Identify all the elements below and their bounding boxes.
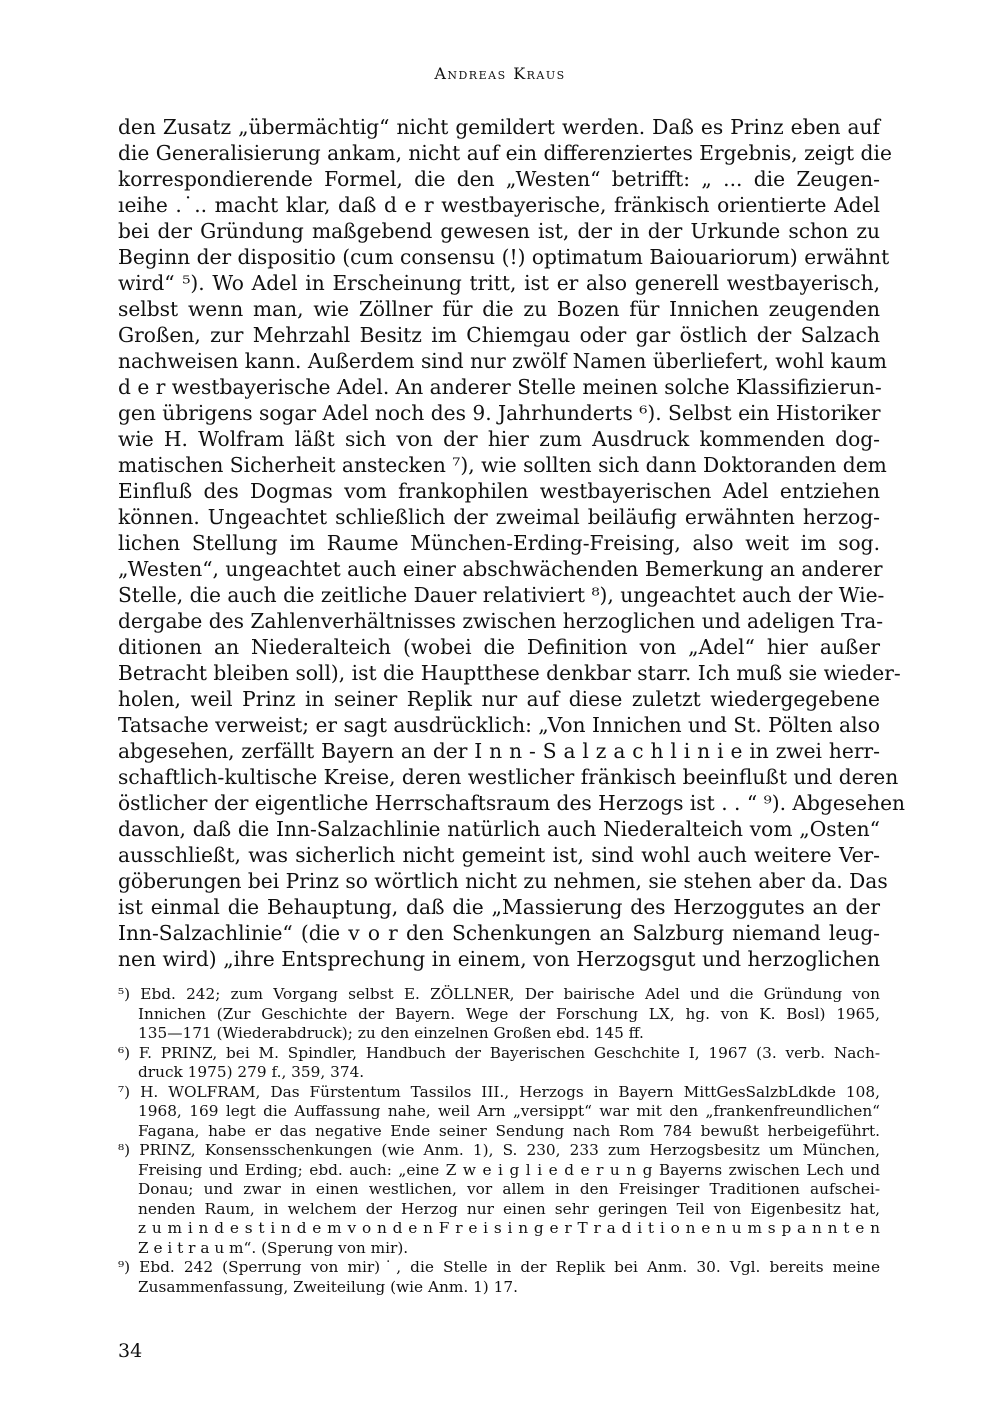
text-line: Inn-Salzachlinie“ (die v o r den Schenkungen an Salzburg niemand leug- (118, 921, 880, 945)
footnote-line: Fagana, habe er das negative Ende seiner Sendung nach Rom 784 bewußt herbeigeführt. (138, 1121, 880, 1140)
footnote-line: Donau; und zwar in einen westlichen, vor allem in den Freisinger Traditionen aufschei- (138, 1180, 880, 1198)
text-line: „Westen“, ungeachtet auch einer abschwächenden Bemerkung an anderer (118, 557, 883, 581)
text-line: ausschließt, was sicherlich nicht gemeint ist, sind wohl auch weitere Ver- (118, 843, 880, 867)
running-header: Andreas Kraus (434, 64, 566, 83)
text-line: Einfluß des Dogmas vom frankophilen westbayerischen Adel entziehen (118, 479, 880, 503)
text-line: abgesehen, zerfällt Bayern an der I n n - S a l z a c h l i n i e in zwei herr- (118, 739, 880, 763)
text-line: den Zusatz „übermächtig“ nicht gemildert werden. Daß es Prinz eben auf (118, 115, 880, 139)
text-line: schaftlich-kultische Kreise, deren westlicher fränkisch beeinflußt und deren (118, 765, 899, 789)
footnote-line: Zusammenfassung, Zweiteilung (wie Anm. 1) 17. (138, 1277, 518, 1296)
text-line: bei der Gründung maßgebend gewesen ist, der in der Urkunde schon zu (118, 219, 880, 243)
text-line: holen, weil Prinz in seiner Replik nur auf diese zuletzt wiedergegebene (118, 687, 880, 711)
text-line: die Generalisierung ankam, nicht auf ein differenziertes Ergebnis, zeigt die (118, 141, 892, 165)
text-line: Tatsache verweist; er sagt ausdrücklich: „Von Innichen und St. Pölten also (118, 713, 881, 737)
text-line: matischen Sicherheit anstecken ⁷), wie sollten sich dann Doktoranden dem (118, 453, 887, 477)
text-line: ıeihe .˙.. macht klar, daß d e r westbayerische, fränkisch orientierte Adel (118, 193, 880, 217)
footnote-line: Innichen (Zur Geschichte der Bayern. Wege der Forschung LX, hg. von K. Bosl) 1965, (138, 1004, 880, 1023)
footnote-line: 135—171 (Wiederabdruck); zu den einzelnen Großen ebd. 145 ff. (138, 1024, 644, 1042)
text-line: nen wird) „ihre Entsprechung in einem, von Herzogsgut und herzoglichen (118, 947, 880, 971)
footnote-line: nenden Raum, in welchem der Herzog nur einen sehr geringen Teil von Eigenbesitz hat, (138, 1199, 880, 1218)
text-line: Beginn der dispositio (cum consensu (!) optimatum Baiouariorum) erwähnt (118, 245, 890, 269)
text-line: korrespondierende Formel, die den „Westen“ betrifft: „ ... die Zeugen- (118, 167, 880, 191)
text-line: können. Ungeachtet schließlich der zweimal beiläufig erwähnten herzog- (118, 505, 880, 529)
text-line: d e r westbayerische Adel. An anderer Stelle meinen solche Klassifizierun- (118, 375, 882, 399)
text-line: nachweisen kann. Außerdem sind nur zwölf Namen überliefert, wohl kaum (118, 349, 887, 373)
text-line: dergabe des Zahlenverhältnisses zwischen herzoglichen und adeligen Tra- (118, 609, 884, 633)
footnote-line: Z e i t r a u m“. (Sperung von mir). (138, 1238, 409, 1257)
footnote-6: ⁶) F. PRINZ, bei M. Spindler, Handbuch der Bayerischen Geschchite I, 1967 (3. verb. Nach- (118, 1043, 880, 1062)
main-text (118, 114, 906, 972)
text-line: davon, daß die Inn-Salzachlinie natürlich auch Niederalteich vom „Osten“ (118, 817, 880, 841)
page-number: 34 (118, 1340, 143, 1362)
footnote-line: 1968, 169 legt die Auffassung nahe, weil Arn „versippt“ war mit den „frankenfreundlichen“ (138, 1102, 880, 1120)
text-line: Betracht bleiben soll), ist die Hauptthese denkbar starr. Ich muß sie wieder- (118, 661, 901, 685)
footnote-9: ⁹) Ebd. 242 (Sperrung von mir)˙, die Stelle in der Replik bei Anm. 30. Vgl. bereits meine (118, 1258, 880, 1276)
footnotes (118, 985, 880, 1297)
text-line: göberungen bei Prinz so wörtlich nicht zu nehmen, sie stehen aber da. Das (118, 869, 888, 893)
footnote-5: ⁵) Ebd. 242; zum Vorgang selbst E. ZÖLLNER, Der bairische Adel und die Gründung von (118, 985, 880, 1003)
footnote-7: ⁷) H. WOLFRAM, Das Fürstentum Tassilos III., Herzogs in Bayern MittGesSalzbLdkde 108, (118, 1082, 880, 1101)
text-line: ditionen an Niederalteich (wobei die Definition von „Adel“ hier außer (118, 635, 880, 659)
text-line: lichen Stellung im Raume München-Erding-Freising, also weit im sog. (118, 531, 880, 555)
footnote-line: Freising und Erding; ebd. auch: „eine Z w e i g l i e d e r u n g Bayerns zwischen Lech und (138, 1160, 880, 1179)
text-line: selbst wenn man, wie Zöllner für die zu Bozen für Innichen zeugenden (118, 297, 880, 321)
text-line: östlicher der eigentliche Herrschaftsraum des Herzogs ist . . “ ⁹). Abgesehen (118, 791, 906, 815)
text-line: wie H. Wolfram läßt sich von der hier zum Ausdruck kommenden dog- (118, 427, 880, 451)
text-line: Großen, zur Mehrzahl Besitz im Chiemgau oder gar östlich der Salzach (118, 323, 880, 347)
footnote-line: druck 1975) 279 f., 359, 374. (138, 1063, 365, 1081)
text-line: wird“ ⁵). Wo Adel in Erscheinung tritt, ist er also generell westbayerisch, (118, 271, 880, 295)
footnote-8: ⁸) PRINZ, Konsensschenkungen (wie Anm. 1), S. 230, 233 zum Herzogsbesitz um München, (118, 1141, 880, 1159)
footnote-line: z u m i n d e s t i n d e m v o n d e n F r e i s i n g e r T r a d i t i o n e n u m s p a n n t e n (138, 1219, 880, 1237)
text-line: gen übrigens sogar Adel noch des 9. Jahrhunderts ⁶). Selbst ein Historiker (118, 401, 881, 425)
text-line: ist einmal die Behauptung, daß die „Massierung des Herzoggutes an der (118, 895, 880, 919)
text-line: Stelle, die auch die zeitliche Dauer relativiert ⁸), ungeachtet auch der Wie- (118, 583, 885, 607)
